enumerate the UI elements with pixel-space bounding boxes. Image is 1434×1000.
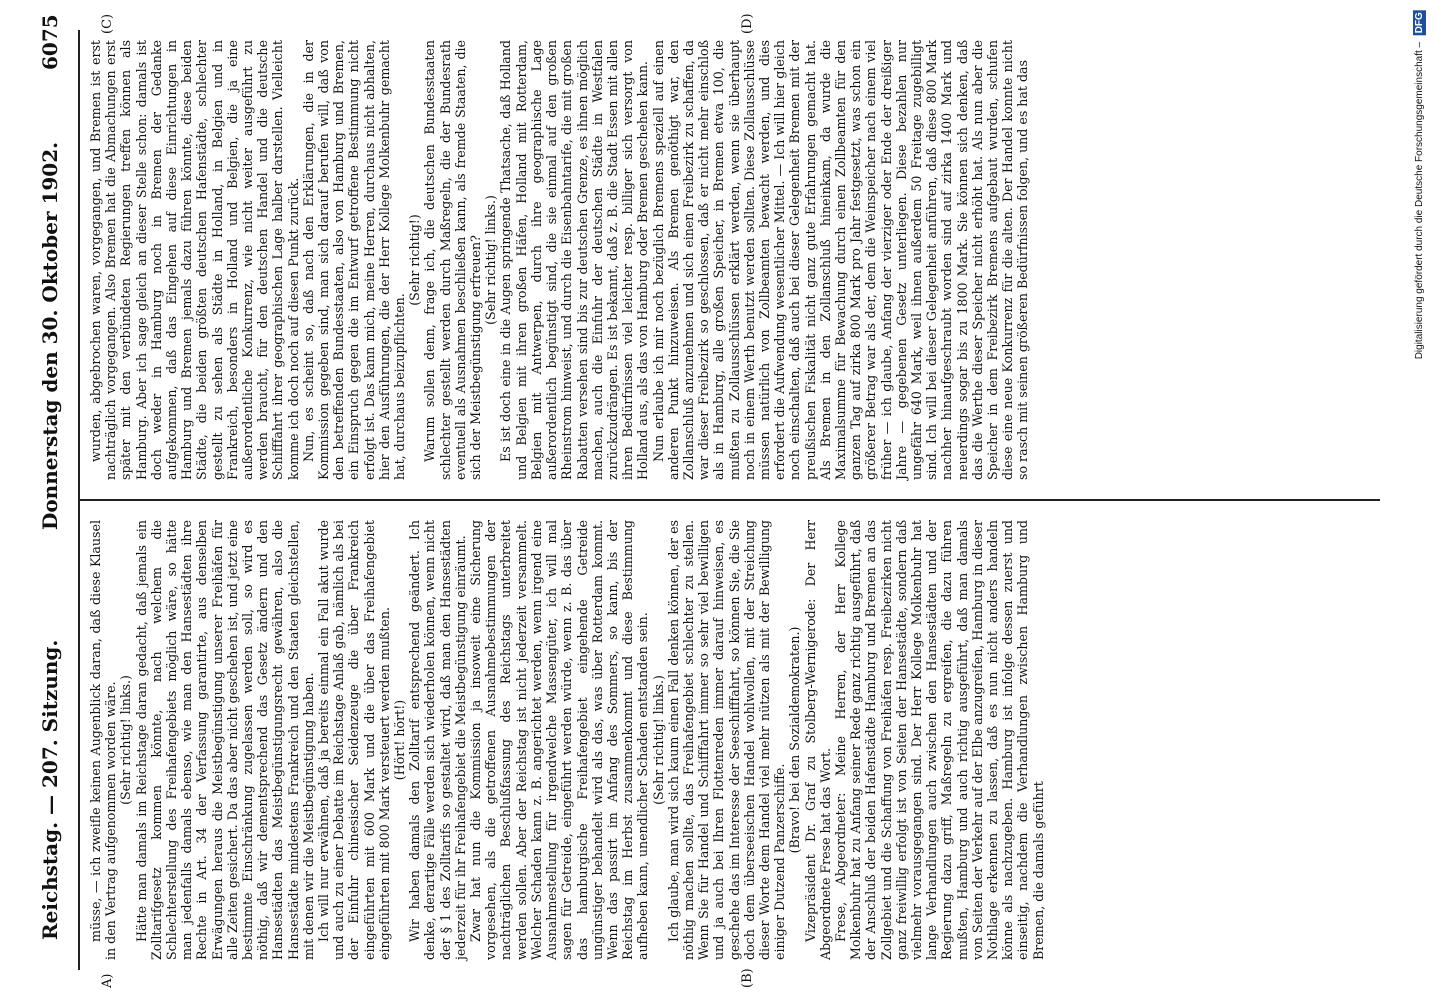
column-divider <box>80 499 1380 501</box>
page-header <box>30 0 70 1000</box>
page-number: 6075 <box>38 14 62 70</box>
interjection: (Sehr richtig! links.) <box>118 675 134 805</box>
header-left: Reichstag. — 207. Sitzung. <box>38 639 62 940</box>
digitization-credit <box>1410 10 1426 990</box>
paragraph: Wir haben damals den Zolltarif entsprechend geändert. Ich denke, derartige Fälle werden sich wiederholen können, wenn nicht der § 1 des Zolltarifs so gestaltet wird, daß man den Hansestädten jederzeit für ihr Freihafengebiet die Meistbegünstigung einräumt. <box>407 520 468 960</box>
header-date: Donnerstag den 30. Oktober 1902. <box>38 141 62 530</box>
credit-text: Digitalisierung gefördert durch die Deutsche Forschungsgemeinschaft – <box>1414 41 1425 360</box>
margin-marker-b: (B) <box>740 968 755 988</box>
paragraph: Nun, es scheint so, daß nach den Erklärungen, die in der Kommission gegeben sind, man sich darauf berufen will, daß von den betreffenden Bundesstaaten, also von Hamburg und Bremen, ein Einspruch gegen die im Entwurf getroffene Bestimmung nicht erfolgt ist. Das kann mich, meine Herren, durchaus nicht abhalten, hier den Ausführungen, die der Herr Kollege Molkenbuhr gemacht hat, durchaus beizupflichten. <box>300 40 408 480</box>
speaker-paragraph: Vizepräsident Dr. Graf zu Stolberg-Wernigerode: Der Herr Abgeordnete Frese hat das Wort. <box>802 520 833 960</box>
interjection: (Hört! hört!) <box>392 699 408 781</box>
paragraph: Es ist doch eine in die Augen springende Thatsache, daß Holland und Belgien mit ihren großen Häfen, Holland mit Rotterdam, Belgien mit Antwerpen, durch ihre geographische Lage außerordentlich begünstigt sind, die sie einmal auf den großen Rheinstrom hinweist, und durch die Eisenbahntarife, die mit großen Rabatten versehen sind bis zur deutschen Grenze, es ihnen möglich machen, auch die Einfuhr der deutschen Städte in Westfalen zurückzudrängen. Es ist bekannt, daß z. B. die Stadt Essen mit allen ihren Bedürfnissen viel leichter resp. billiger sich versorgt von Holland aus, als das von Hamburg oder Bremen geschehen kann. <box>498 40 651 480</box>
paragraph: Warum sollen denn, frage ich, die deutschen Bundesstaaten schlechter gestellt werden durch Maßregeln, die der Bundesrath eventuell als Ausnahmen beschließen kann, als fremde Staaten, die sich der Meistbegünstigung erfreuen? <box>422 40 484 480</box>
dfg-logo: DFG <box>1414 12 1425 34</box>
paragraph: müsse, — ich zweifle keinen Augenblick daran, daß diese Klausel in den Vertrag aufgenommen worden wäre. <box>88 520 119 960</box>
paragraph: Ich glaube, man wird sich kaum einen Fall denken können, der es nöthig machen sollte, das Freihafengebiet schlechter zu stellen. Wenn Sie für Handel und Schifffahrt immer so sehr viel bewilligen und ja auch bei Ihren Flottenreden immer darauf hinweisen, es geschehe das im Interesse der Seeschifffahrt, so können Sie, die Sie doch dem überseeischen Handel wohlwollen, mit der Streichung dieser Worte dem Handel viel mehr nützen als mit der Bewilligung einiger Dutzend Panzerschiffe. <box>665 520 788 960</box>
paragraph: wurden, abgebrochen waren, vorgegangen, und Bremen ist erst nachträglich vorgegangen. Also Bremen hat die Abmachungen erst später mit den verbündeten Regierungen treffen können als Hamburg. Aber ich sage gleich an dieser Stelle schon: damals ist doch weder in Hamburg noch in Bremen der Gedanke aufgekommen, daß das Eingehen auf diese Einrichtungen in Hamburg und Bremen jemals dazu führen könnte, diese beiden Städte, die beiden größten deutschen Hafenstädte, schlechter gestellt zu sehen als Städte in Holland, in Belgien und in Frankreich, besonders in Holland und Belgien, die ja eine außerordentliche Konkurrenz, wie nicht weiter ausgeführt zu werden braucht, für den deutschen Handel und die deutsche Schifffahrt ihrer geographischen Lage halber darstellen. Vielleicht komme ich doch noch auf diesen Punkt zurück. <box>88 40 301 480</box>
speaker-paragraph: Frese, Abgeordneter: Meine Herren, der Herr Kollege Molkenbuhr hat zu Anfang seiner Rede ganz richtig ausgeführt, daß der Anschluß der beiden Hafenstädte Hamburg und Bremen an das Zollgebiet und die Schaffung von Freihäfen resp. Freibezirken nicht ganz freiwillig erfolgt ist von Seiten der Hansestädte, sondern daß vielmehr vorausgegangen sind. Der Herr Kollege Molkenbuhr hat lange Verhandlungen auch zwischen den Hansestädten und der Regierung dazu griff, Maßregeln zu ergreifen, die dazu führen mußten, Hamburg und auch richtig ausgeführt, daß man damals von Seiten der Verkehr auf der Elbe anzugreifen, Hamburg in dieser Nothlage erkennen zu lassen, daß es nun nicht anders handeln könne als nachzugeben. Hamburg ist infolge dessen zuerst und einseitig, nachdem die Verhandlungen zwischen Hamburg und Bremen, die damals geführt <box>832 520 1046 960</box>
right-column <box>88 40 1388 480</box>
margin-marker-c: (C) <box>100 13 115 34</box>
margin-marker-a: A) <box>100 973 115 988</box>
interjection: (Bravo! bei den Sozialdemokraten.) <box>787 626 803 854</box>
margin-marker-d: (D) <box>740 13 755 34</box>
paragraph: Zwar hat nun die Kommission ja insoweit eine Sicherung vorgesehen, als die getroffenen Ausnahmebestimmungen der nachträglichen Beschlußfassung des Reichstags unterbreitet werden sollen. Aber der Reichstag ist nicht jederzeit versammelt. Welcher Schaden kann z. B. angerichtet werden, wenn irgend eine Ausnahmestellung für irgendwelche Massengüter, ich will mal sagen für Getreide, eingeführt werden würde, wenn z. B. das über das hamburgische Freihafengebiet eingehende Getreide ungünstiger behandelt wird als das, was über Rotterdam kommt. Wenn das passirt im Anfang des Sommers, so kann, bis der Reichstag im Herbst zusammenkommt und diese Bestimmung aufheben kann, unendlicher Schaden entstanden sein. <box>468 520 651 960</box>
interjection: (Sehr richtig! links.) <box>650 675 666 805</box>
credit-text-wrap <box>1413 10 1426 359</box>
paragraph: Ich will nur erwähnen, daß ja bereits einmal ein Fall akut wurde und auch zu einer Debatte im Reichstage Anlaß gab, nämlich als bei der Einfuhr chinesischer Seidenzeuge die über Frankreich eingeführten mit 600 Mark und die über das Freihafengebiet eingeführten mit 800 Mark versteuert werden mußten. <box>316 520 392 960</box>
paragraph: Nun erlaube ich mir noch bezüglich Bremens speziell auf einen anderen Punkt hinzuweisen. Als Bremen genöthigt war, den Zollanschluß anzunehmen und sich einen Freibezirk zu schaffen, da war dieser Freibezirk so geschlossen, daß er nicht mehr einschloß als in Hamburg, alle großen Speicher, in Bremen etwa 100, die mußten zu Zollausschlüssen erklärt werden, wenn sie überhaupt noch in einem Werth benutzt werden sollten. Diese Zollausschlüsse müssen natürlich von Zollbeamten bewacht werden, und dies erfordert die Aufwendung wesentlicher Mittel. — Ich will hier gleich noch einschalten, daß auch bei dieser Gelegenheit Bremen mit der preußischen Fiskalität nicht ganz gute Erfahrungen gemacht hat. Als Bremen in den Zollanschluß hineinkam, da wurde die Maximalsumme für Bewachung durch einen Zollbeamten für den ganzen Tag auf zirka 800 Mark pro Jahr festgesetzt, was schon ein größerer Betrag war als der, dem die Weinspeicher nach einem viel früher — ich glaube, Anfang der vierziger oder Ende der dreißiger Jahre — gegebenen Gesetz unterliegen. Diese bezahlen nur ungefähr 640 Mark, weil ihnen außerdem 50 Freitage zugebilligt sind. Ich will bei dieser Gelegenheit anführen, daß diese 800 Mark nachher hinaufgeschraubt worden sind auf zirka 1400 Mark und neuerdings sogar bis zu 1800 Mark. Sie können sich denken, daß das die Werthe dieser Speicher nicht erhöht hat. Als nun aber die Speicher in dem Freibezirk Bremens aufgebaut wurden, schufen diese eine neue Konkurrenz für die alten. Der Handel konnte nicht so rasch mit seinen größeren Bedürfnissen folgen, und es hat das <box>650 40 1031 480</box>
left-column <box>88 520 1388 960</box>
interjection: (Sehr richtig! links.) <box>483 195 499 325</box>
paragraph: Hätte man damals im Reichstage daran gedacht, daß jemals ein Zolltarifgesetz kommen könnte, nach welchem die Schlechterstellung des Freihafengebiets möglich wäre, so hätte man jedenfalls damals ebenso, wie man den Hansestädten ihre Rechte in Art. 34 der Verfassung garantirte, aus denselben Erwägungen heraus die Meistbegünstigung unserer Freihäfen für alle Zeiten gesichert. Da das aber nicht geschehen ist, und jetzt eine bestimmte Einschränkung zugelassen werden soll, so wird es nöthig, daß wir dementsprechend das Gesetz ändern und den Hansestädten das Meistbegünstigungsrecht gewähren, also die Hansestädte mindestens Frankreich und den Staaten gleichstellen, mit denen wir die Meistbegünstigung haben. <box>133 520 316 960</box>
interjection: (Sehr richtig!) <box>407 214 423 306</box>
